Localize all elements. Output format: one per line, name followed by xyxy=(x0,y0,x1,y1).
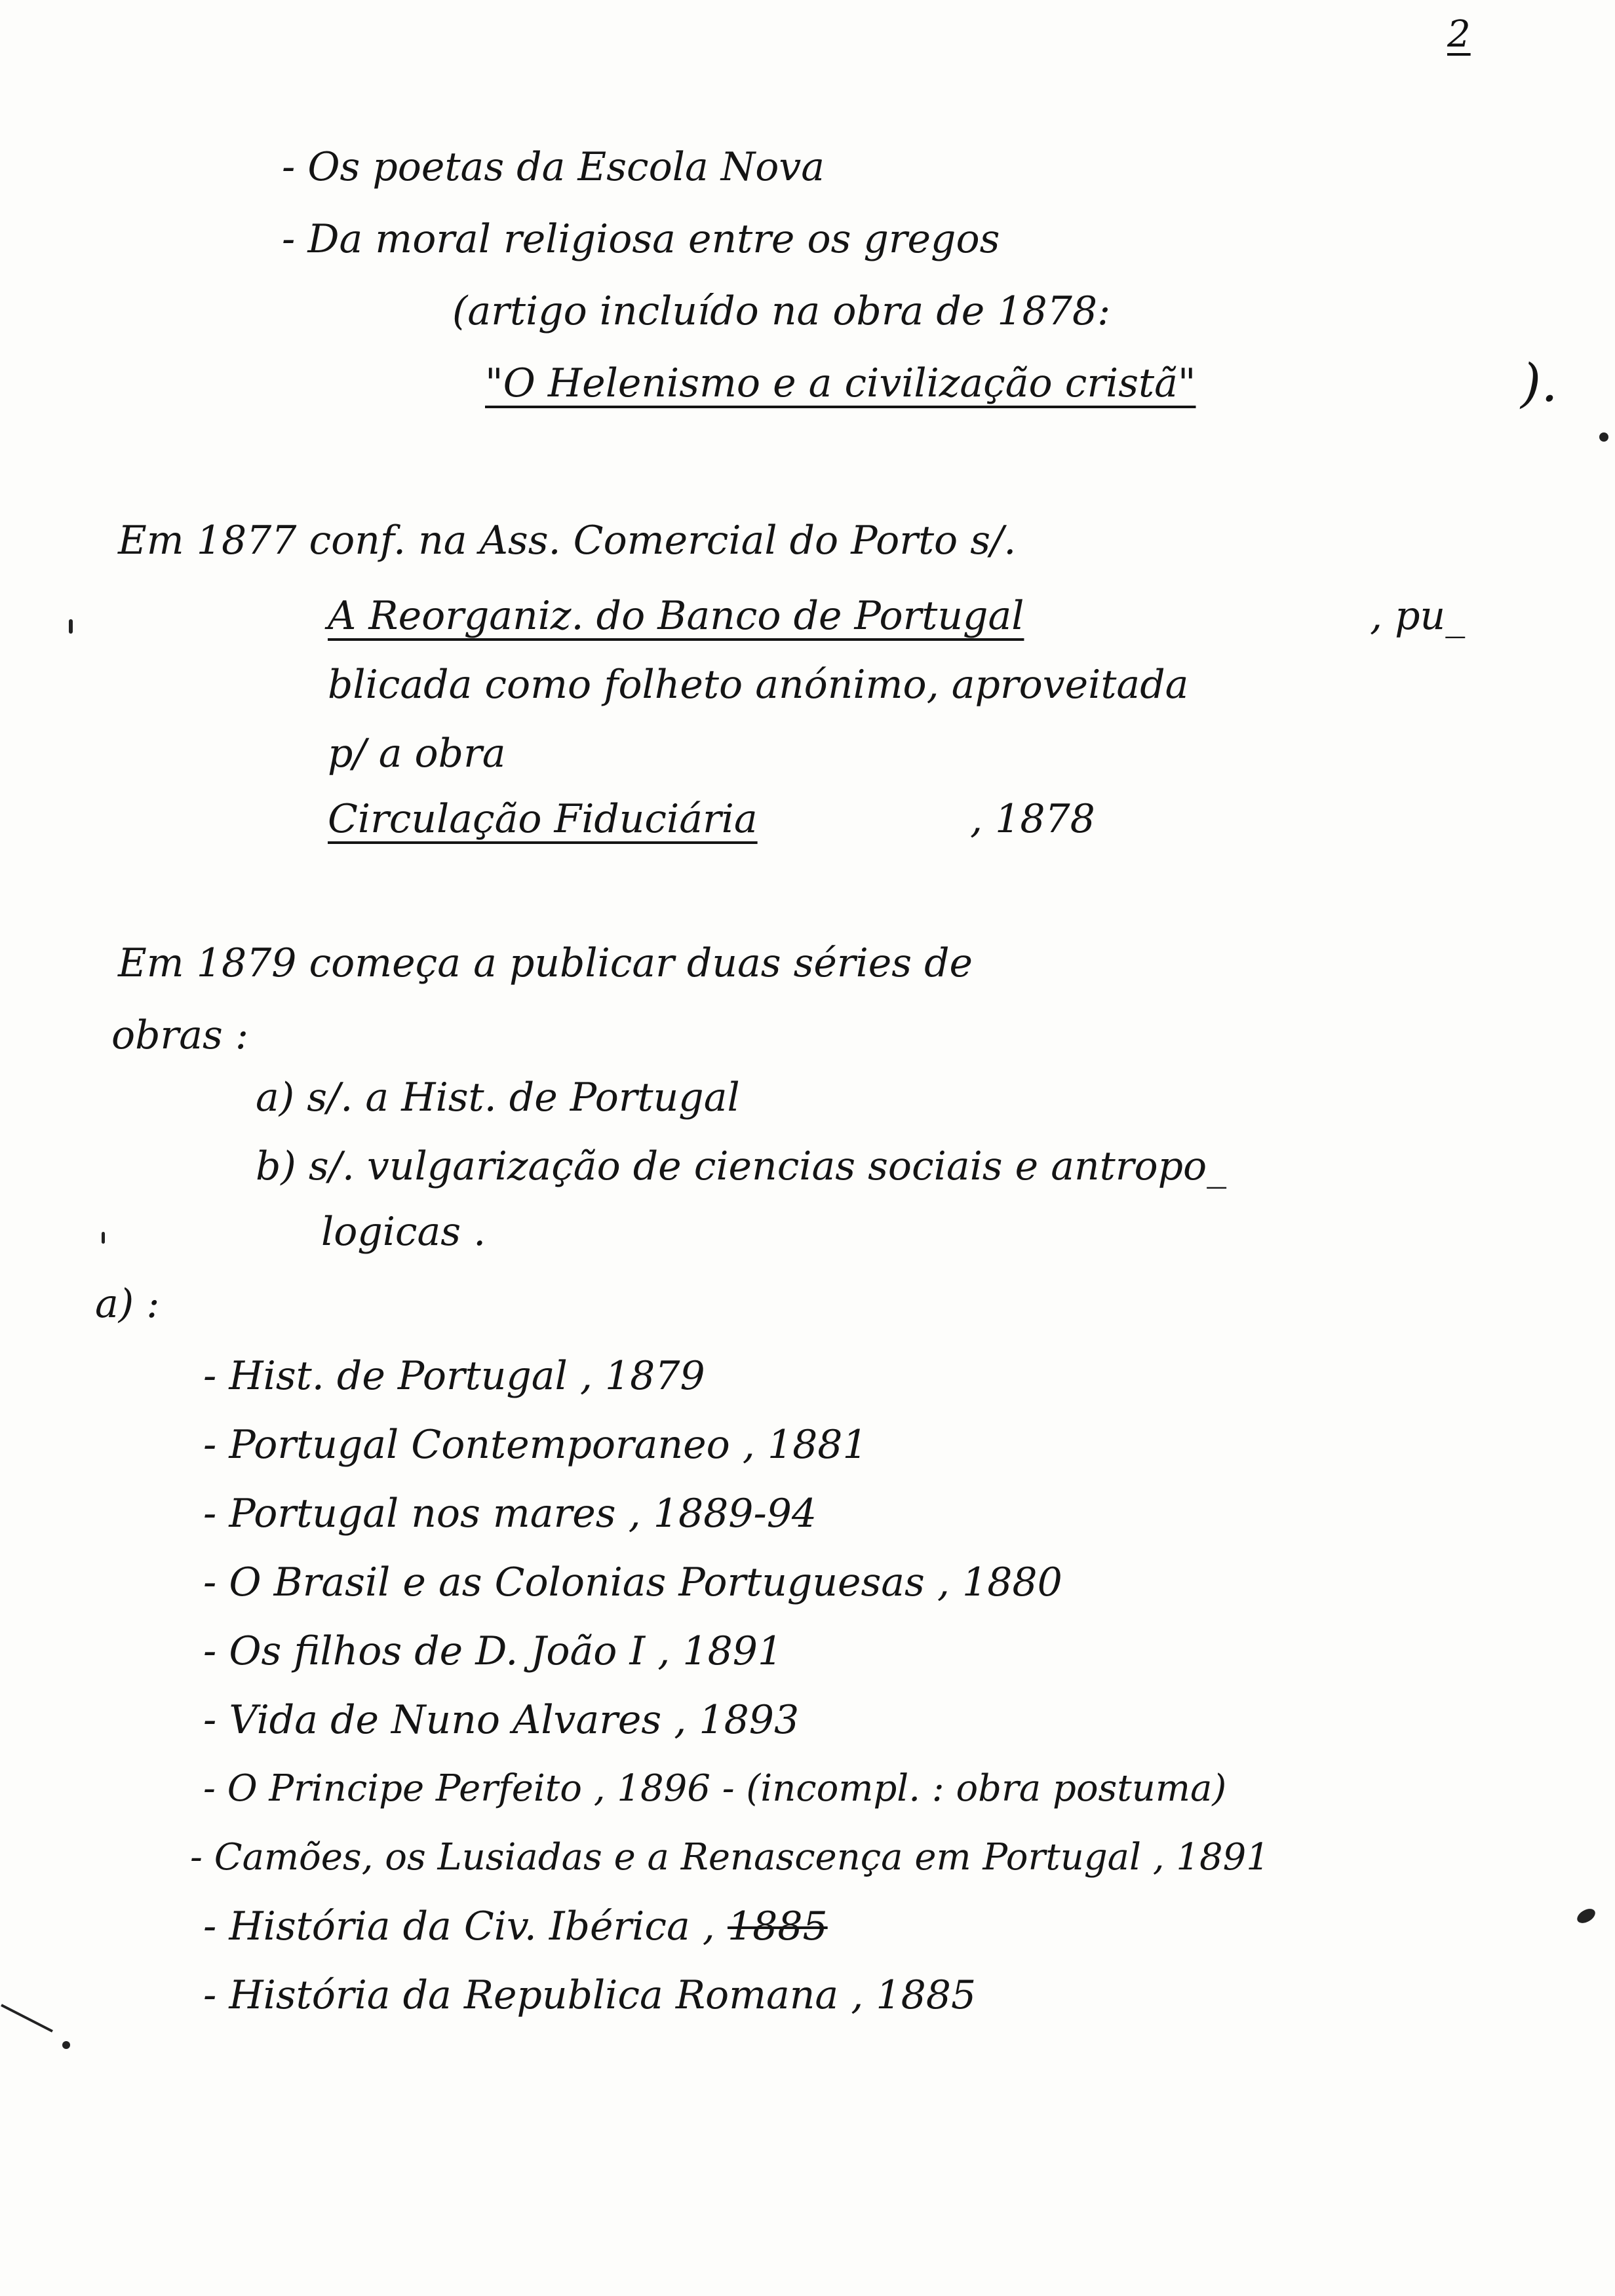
work-item: - Portugal Contemporaneo , 1881 xyxy=(203,1422,868,1468)
intro-item-poetas: - Os poetas da Escola Nova xyxy=(282,144,825,190)
p1877-circulacao-year: , 1878 xyxy=(970,796,1095,842)
work-item: - Os filhos de D. João I , 1891 xyxy=(203,1628,783,1674)
p1877-line4: p/ a obra xyxy=(328,731,506,776)
p1879-item-b-cont: logicas . xyxy=(321,1209,486,1255)
work-item: - Camões, os Lusiadas e a Renascença em Portugal , 1891 xyxy=(190,1836,1270,1879)
p1879-line2: obras : xyxy=(111,1012,249,1058)
margin-stroke xyxy=(0,1999,79,2051)
work-item: - Vida de Nuno Alvares , 1893 xyxy=(203,1697,800,1743)
p1879-item-b: b) s/. vulgarização de ciencias sociais e antropo_ xyxy=(256,1143,1227,1189)
intro-work-title: "O Helenismo e a civilização cristã" xyxy=(485,360,1196,406)
p1877-line2-rest: , pu_ xyxy=(1370,593,1466,639)
ink-blot xyxy=(1575,1906,1598,1926)
page-number: 2 xyxy=(1447,13,1471,56)
scan-speck xyxy=(69,619,73,634)
p1877-line3: blicada como folheto anónimo, aproveitada xyxy=(328,662,1189,708)
intro-item-artigo: (artigo incluído na obra de 1878: xyxy=(452,288,1111,334)
work-item: - História da Republica Romana , 1885 xyxy=(203,1972,977,2018)
list-a-label: a) : xyxy=(95,1281,160,1327)
work-item: - O Principe Perfeito , 1896 - (incompl. : obra postuma) xyxy=(203,1767,1227,1810)
scan-speck xyxy=(1599,432,1608,442)
scan-speck xyxy=(102,1232,105,1244)
work-item xyxy=(203,1900,828,1953)
work-item: - Portugal nos mares , 1889-94 xyxy=(203,1491,817,1537)
p1879-item-a: a) s/. a Hist. de Portugal xyxy=(256,1075,740,1120)
p1877-line1: Em 1877 conf. na Ass. Comercial do Porto s/. xyxy=(118,518,1017,564)
work-item-struck-year: 1885 xyxy=(727,1904,828,1949)
p1877-title: A Reorganiz. do Banco de Portugal xyxy=(328,593,1024,639)
work-item: - O Brasil e as Colonias Portuguesas , 1880 xyxy=(203,1559,1062,1605)
p1877-circulacao-title: Circulação Fiduciária xyxy=(328,796,758,842)
intro-work-close: ). xyxy=(1521,353,1558,413)
work-item: - Hist. de Portugal , 1879 xyxy=(203,1353,705,1399)
intro-item-moral: - Da moral religiosa entre os gregos xyxy=(282,216,1000,262)
p1879-line1: Em 1879 começa a publicar duas séries de xyxy=(118,940,973,986)
work-item-text: - História da Civ. Ibérica , xyxy=(203,1904,715,1949)
